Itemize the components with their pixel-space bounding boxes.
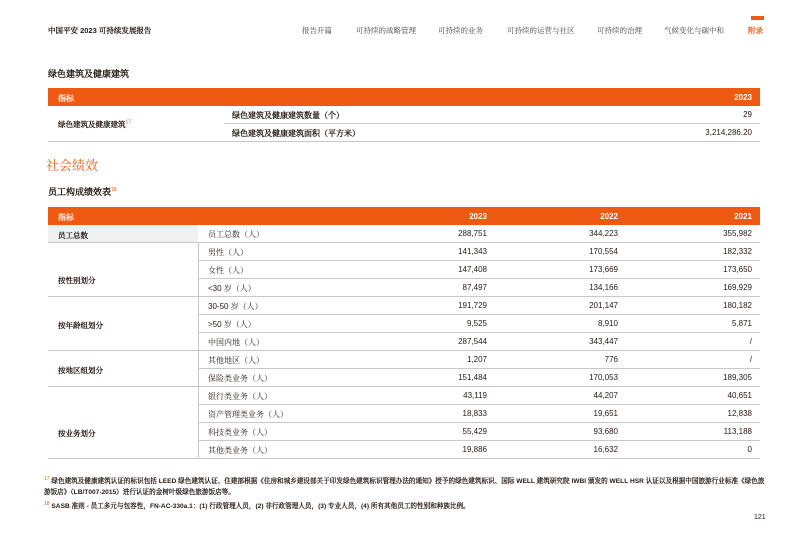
value-2023: 18,833	[462, 409, 487, 418]
group-label-region: 按地区组划分	[58, 366, 103, 375]
table-row	[224, 106, 760, 124]
row-label: 绿色建筑及健康建筑数量（个）	[232, 111, 344, 120]
group-label-total: 员工总数	[58, 231, 88, 240]
value-2021: 0	[747, 445, 752, 454]
divider	[48, 458, 198, 459]
table-row	[198, 369, 760, 387]
table-row	[198, 297, 760, 315]
group-label-business: 按业务划分	[58, 429, 96, 438]
value-2022: 344,223	[589, 229, 618, 238]
value-2021: 355,982	[723, 229, 752, 238]
col-2023: 2023	[469, 212, 487, 221]
table-row	[198, 441, 760, 459]
group-label-green	[58, 119, 131, 130]
nav-operations[interactable]: 可持续的运营与社区	[507, 26, 575, 35]
footnote-mark: 17	[44, 476, 50, 482]
row-label: 员工总数（人）	[208, 230, 264, 239]
value-2023: 287,544	[458, 337, 487, 346]
footnote-text: 绿色建筑及健康建筑认证的标识包括 LEED 绿色建筑认证、住建部根据《住房和城乡建设部关于印发绿色建筑标识管理办法的通知》授予的绿色建筑标识、国际 WELL 建筑研究院 IWBI 颁发的 WELL HSR 认证以及根据中国旅游行业标准《绿色旅游饭店》（LB/T007-2015）进行认证的金树叶级绿色旅游饭店等。	[44, 478, 765, 496]
value-2022: 201,147	[589, 301, 618, 310]
col-2021: 2021	[734, 212, 752, 221]
table-row	[198, 261, 760, 279]
row-label: 其他类业务（人）	[208, 446, 272, 455]
value-2022: 170,053	[589, 373, 618, 382]
row-label: 资产管理类业务（人）	[208, 410, 288, 419]
divider	[48, 242, 198, 243]
group-label-age: 按年龄组划分	[58, 321, 103, 330]
footnote-ref-18[interactable]: 18	[111, 187, 117, 193]
nav-business[interactable]: 可持续的业务	[438, 26, 483, 35]
row-value: 3,214,286.20	[705, 128, 752, 137]
table-row	[198, 405, 760, 423]
row-label: 保险类业务（人）	[208, 374, 272, 383]
value-2021: 5,871	[731, 319, 752, 328]
value-2021: 113,188	[723, 427, 752, 436]
workforce-table	[48, 207, 760, 459]
report-title: 中国平安 2023 可持续发展报告	[48, 26, 152, 35]
value-2023: 1,207	[466, 355, 487, 364]
footnote-17	[44, 474, 766, 498]
row-label: 30-50 岁（人）	[208, 302, 263, 311]
value-2022: 173,669	[589, 265, 618, 274]
value-2021: /	[749, 337, 752, 346]
workforce-subtitle-text: 员工构成绩效表	[48, 187, 112, 197]
row-label: 科技类业务（人）	[208, 428, 272, 437]
value-2022: 8,910	[597, 319, 618, 328]
row-label: <30 岁（人）	[208, 284, 256, 293]
group-label-text: 绿色建筑及健康建筑	[58, 120, 126, 129]
table-row	[198, 351, 760, 369]
value-2021: /	[749, 355, 752, 364]
value-2021: 12,838	[727, 409, 752, 418]
footnotes	[44, 474, 766, 513]
page-header	[0, 0, 808, 40]
row-label: 女性（人）	[208, 266, 248, 275]
col-2022: 2022	[600, 212, 618, 221]
footnote-mark: 18	[44, 501, 50, 508]
table-header	[48, 88, 760, 106]
value-2021: 173,650	[723, 265, 752, 274]
table-header	[48, 207, 760, 225]
value-2023: 19,886	[462, 445, 487, 454]
value-2022: 170,554	[589, 247, 618, 256]
footnote-text: SASB 准则 - 员工多元与包容性，FN-AC-330a.1：(1) 行政管理人员，(2) 非行政管理人员，(3) 专业人员，(4) 所有其他员工的性别和种族比例。	[51, 503, 470, 511]
table-row	[224, 124, 760, 142]
group-label-gender: 按性别划分	[58, 276, 96, 285]
page-number: 121	[754, 514, 766, 521]
nav-governance[interactable]: 可持续的治理	[597, 26, 642, 35]
nav-appendix[interactable]: 附录	[748, 26, 763, 35]
green-building-table	[48, 88, 760, 142]
workforce-subtitle	[48, 185, 117, 198]
value-2023: 191,729	[458, 301, 487, 310]
value-2023: 9,525	[466, 319, 487, 328]
divider	[48, 141, 224, 142]
active-nav-marker	[751, 16, 764, 20]
row-label: 其他地区（人）	[208, 356, 264, 365]
value-2023: 55,429	[462, 427, 487, 436]
value-2023: 288,751	[458, 229, 487, 238]
divider	[48, 350, 198, 351]
table-row	[198, 225, 760, 243]
value-2023: 87,497	[462, 283, 487, 292]
table-row	[198, 387, 760, 405]
divider	[48, 386, 198, 387]
table-row	[198, 315, 760, 333]
value-2022: 93,680	[593, 427, 618, 436]
value-2022: 776	[604, 355, 618, 364]
nav-strategy[interactable]: 可持续的战略管理	[356, 26, 416, 35]
table-row	[198, 243, 760, 261]
row-label: 男性（人）	[208, 248, 248, 257]
social-performance-title: 社会绩效	[46, 158, 99, 173]
table-body	[48, 225, 760, 459]
value-2023: 43,119	[463, 391, 487, 400]
col-year: 2023	[734, 93, 752, 102]
row-label: 中国内地（人）	[208, 338, 264, 347]
col-indicator: 指标	[58, 213, 74, 222]
row-label: 银行类业务（人）	[208, 392, 272, 401]
footnote-ref-17[interactable]: 17	[125, 119, 132, 126]
table-row	[198, 333, 760, 351]
footnote-18	[44, 499, 766, 513]
value-2023: 151,484	[458, 373, 487, 382]
value-2021: 189,305	[723, 373, 752, 382]
value-2022: 134,166	[589, 283, 618, 292]
nav-climate[interactable]: 气候变化与碳中和	[664, 26, 724, 35]
table-row	[198, 423, 760, 441]
divider	[48, 296, 198, 297]
row-label: >50 岁（人）	[208, 320, 256, 329]
row-value: 29	[743, 110, 752, 119]
value-2023: 141,343	[458, 247, 487, 256]
value-2023: 147,408	[458, 265, 487, 274]
row-label: 绿色建筑及健康建筑面积（平方米）	[232, 129, 360, 138]
table-row	[198, 279, 760, 297]
value-2022: 19,651	[593, 409, 618, 418]
nav-opening[interactable]: 报告开篇	[302, 26, 332, 35]
value-2021: 182,332	[723, 247, 752, 256]
value-2021: 180,182	[723, 301, 752, 310]
value-2021: 169,929	[723, 283, 752, 292]
green-building-title: 绿色建筑及健康建筑	[48, 69, 130, 79]
value-2022: 343,447	[589, 337, 618, 346]
value-2021: 40,651	[727, 391, 752, 400]
col-indicator: 指标	[58, 94, 74, 103]
value-2022: 44,207	[593, 391, 618, 400]
value-2022: 16,632	[593, 445, 618, 454]
